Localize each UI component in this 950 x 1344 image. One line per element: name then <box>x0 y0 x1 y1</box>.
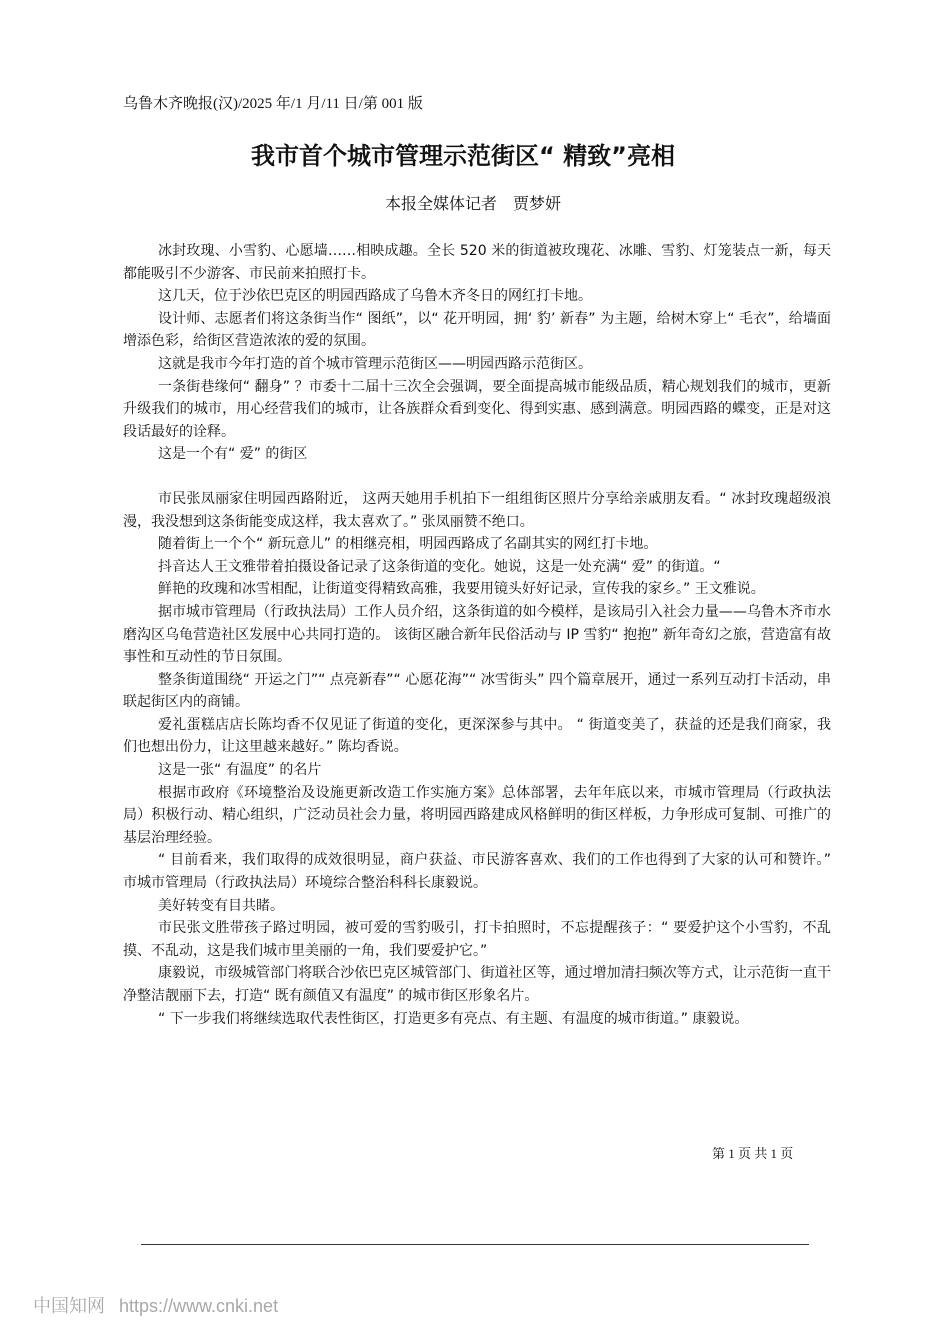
article-paragraph: 设计师、志愿者们将这条街当作“ 图纸”，以“ 花开明园，拥‘ 豹’ 新春” 为主题，给树木穿上“ 毛衣”，给墙面增添色彩，给街区营造浓浓的爱的氛围。 <box>123 310 831 350</box>
section-subheading: 这是一张“ 有温度” 的名片 <box>158 762 322 779</box>
article-paragraph: 据市城市管理局（行政执法局）工作人员介绍，这条街道的如今模样，是该局引入社会力量——乌鲁木齐市水磨沟区乌龟营造社区发展中心共同打造的。 该街区融合新年民俗活动与 IP 雪豹“ 抱抱” 新年奇幻之旅，营造富有故事性和互动性的节日氛围。 <box>123 603 831 666</box>
article-paragraph: 美好转变有目共睹。 <box>158 897 284 914</box>
article-paragraph: 爱礼蛋糕店店长陈均香不仅见证了街道的变化，更深深参与其中。 “ 街道变美了，获益的还是我们商家，我们也想出份力，让这里越来越好。” 陈均香说。 <box>123 716 831 756</box>
article-paragraph: 一条街巷缘何“ 翻身” ？市委十二届十三次全会强调，要全面提高城市能级品质，精心规划我们的城市，更新升级我们的城市，用心经营我们的城市，让各族群众看到变化、得到实惠、感到满意。明园西路的蝶变，正是对这段话最好的诠释。 <box>123 378 831 440</box>
article-paragraph: 这就是我市今年打造的首个城市管理示范街区——明园西路示范街区。 <box>158 355 592 372</box>
article-paragraph: 市民张凤丽家住明园西路附近， 这两天她用手机拍下一组组街区照片分享给亲戚朋友看。“ 冰封玫瑰超级浪漫，我没想到这条街能变成这样，我太喜欢了。” 张凤丽赞不绝口。 <box>123 490 831 530</box>
paragraph-spacer <box>123 466 831 488</box>
publication-source: 乌鲁木齐晚报(汉)/2025 年/1 月/11 日/第 001 版 <box>123 96 423 112</box>
article-body <box>123 240 831 1030</box>
watermark-brand: 中国知网 <box>33 1296 105 1317</box>
cnki-watermark <box>33 1294 278 1319</box>
section-subheading: 这是一个有“ 爱” 的街区 <box>158 446 308 463</box>
article-paragraph: 抖音达人王文雅带着拍摄设备记录了这条街道的变化。她说，这是一处充满“ 爱” 的街道。“ <box>158 558 721 575</box>
article-paragraph: 冰封玫瑰、小雪豹、心愿墙……相映成趣。全长 520 米的街道被玫瑰花、冰雕、雪豹、灯笼装点一新，每天都能吸引不少游客、市民前来拍照打卡。 <box>123 243 831 282</box>
article-paragraph: 市民张文胜带孩子路过明园，被可爱的雪豹吸引，打卡拍照时，不忘提醒孩子：“ 要爱护这个小雪豹，不乱摸、不乱动，这是我们城市里美丽的一角，我们要爱护它。” <box>123 920 831 959</box>
article-paragraph: 整条街道围绕“ 开运之门”“ 点亮新春”“ 心愿花海”“ 冰雪街头” 四个篇章展开，通过一系列互动打卡活动，串联起街区内的商铺。 <box>123 671 831 711</box>
article-title: 我市首个城市管理示范街区“ 精致”亮相 <box>251 142 675 170</box>
article-byline: 本报全媒体记者 贾梦妍 <box>384 194 561 213</box>
article-paragraph: 随着街上一个个“ 新玩意儿” 的相继亮相，明园西路成了名副其实的网红打卡地。 <box>158 536 658 553</box>
article-paragraph: “ 目前看来，我们取得的成效很明显，商户获益、市民游客喜欢、我们的工作也得到了大家的认可和赞许。” 市城市管理局（行政执法局）环境综合整治科科长康毅说。 <box>123 852 831 892</box>
watermark-url: https://www.cnki.net <box>119 1296 279 1316</box>
article-paragraph: 根据市政府《环境整治及设施更新改造工作实施方案》总体部署，去年年底以来，市城市管理局（行政执法局）积极行动、精心组织，广泛动员社会力量，将明园西路建成风格鲜明的街区样板，力争形成可复制、可推广的基层治理经验。 <box>123 784 831 846</box>
article-paragraph: 鲜艳的玫瑰和冰雪相配，让街道变得精致高雅，我要用镜头好好记录，宣传我的家乡。” 王文雅说。 <box>158 581 765 598</box>
page-number: 第 1 页 共 1 页 <box>712 1146 794 1161</box>
article-paragraph: 这几天，位于沙依巴克区的明园西路成了乌鲁木齐冬日的网红打卡地。 <box>158 288 592 305</box>
article-paragraph: 康毅说，市级城管部门将联合沙依巴克区城管部门、街道社区等，通过增加清扫频次等方式，让示范街一直干净整洁靓丽下去，打造“ 既有颜值又有温度” 的城市街区形象名片。 <box>123 965 831 1004</box>
article-paragraph: “ 下一步我们将继续选取代表性街区，打造更多有亮点、有主题、有温度的城市街道。” 康毅说。 <box>158 1010 749 1027</box>
footer-divider <box>141 1244 809 1245</box>
